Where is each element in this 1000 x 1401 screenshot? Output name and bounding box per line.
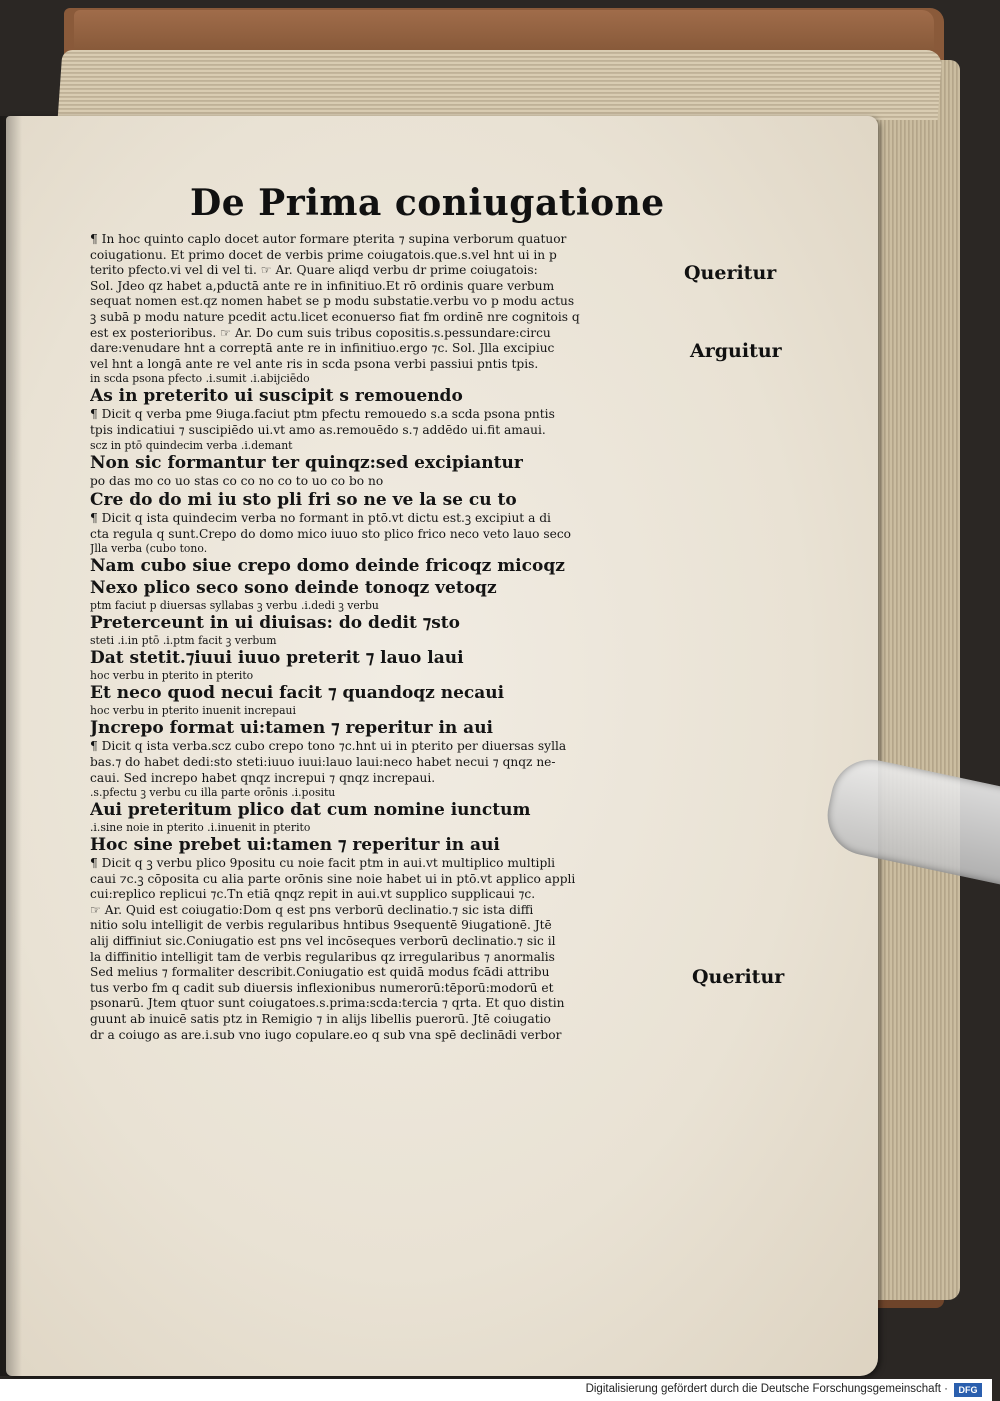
page-stack-top-edge bbox=[58, 50, 943, 120]
page-title: De Prima coniugatione bbox=[190, 182, 665, 224]
text-line: tus verbo fm q cadit sub diuersis inflexionibus numerorū:tēporū:modorū et bbox=[90, 980, 554, 995]
text-line: dr a coiugo as are.i.sub vno iugo copulare.eo q sub vna spē declinādi verbor bbox=[90, 1027, 562, 1042]
text-line: guunt ab inuicē satis ptz in Remigio ⁊ in alijs libellis puerorū. Jtē coiugatio bbox=[90, 1012, 551, 1027]
text-line: terito pfecto.vi vel di vel ti. ☞ Ar. Quare aliqd verbu dr prime coiugatois: bbox=[90, 263, 538, 278]
text-line: ptm faciut p diuersas syllabas ꝫ verbu .i.dedi ꝫ verbu bbox=[90, 599, 379, 613]
text-line: Jlla verba (cubo tono. bbox=[90, 542, 208, 556]
spine-shadow bbox=[0, 116, 22, 1376]
margin-note-arguitur: Arguitur bbox=[690, 340, 782, 362]
body-text bbox=[90, 232, 686, 1043]
text-line: Sed melius ⁊ formaliter describit.Coniugatio est quidā modus fcādi attribu bbox=[90, 965, 550, 980]
text-line: Sol. Jdeo qz habet a,pductā ante re in infinitiuo.Et rō ordinis quare verbum bbox=[90, 278, 555, 293]
text-line: caui. Sed increpo habet qnqz increpui ⁊ qnqz increpaui. bbox=[90, 770, 436, 785]
text-line: ꝫ subā p modu nature pcedit actu.licet econuerso fiat fm ordinē nre cognitois q bbox=[90, 309, 580, 324]
text-line: hoc verbu in pterito inuenit increpaui bbox=[90, 704, 296, 718]
text-line: .i.sine noie in pterito .i.inuenit in pterito bbox=[90, 821, 311, 835]
text-line: Nexo plico seco sono deinde tonoqz vetoqz bbox=[90, 578, 497, 599]
text-line: dare:venudare hnt a correptā ante re in infinitiuo.ergo ⁊c. Sol. Jlla excipiuc bbox=[90, 341, 555, 356]
text-line: Et neco quod necui facit ⁊ quandoqz necaui bbox=[90, 683, 505, 704]
dfg-logo: DFG bbox=[954, 1383, 982, 1397]
text-line: caui ⁊c.ꝫ cōposita cu alia parte orōnis sine noie habet ui in ptō.vt applico appli bbox=[90, 871, 576, 886]
text-line: in scda psona pfecto .i.sumit .i.abijciēdo bbox=[90, 372, 310, 386]
text-line: bas.⁊ do habet dedi:sto steti:iuuo iuui:lauo laui:neco habet necui ⁊ qnqz ne- bbox=[90, 754, 556, 769]
text-line: vel hnt a longā ante re vel ante ris in scda psona verbi passiui pntis tpis. bbox=[90, 356, 539, 371]
footer-bar bbox=[0, 1379, 992, 1401]
footer-credit: Digitalisierung gefördert durch die Deutsche Forschungsgemeinschaft · bbox=[585, 1383, 948, 1395]
text-line: As in preterito ui suscipit s remouendo bbox=[90, 386, 463, 407]
text-line: Hoc sine prebet ui:tamen ⁊ reperitur in aui bbox=[90, 835, 500, 856]
text-line: Nam cubo siue crepo domo deinde fricoqz micoqz bbox=[90, 556, 565, 577]
text-line: est ex posterioribus. ☞ Ar. Do cum suis tribus copositis.s.pessundare:circu bbox=[90, 325, 551, 340]
text-line: ☞ Ar. Quid est coiugatio:Dom q est pns verborū declinatio.⁊ sic ista diffi bbox=[90, 902, 534, 917]
text-line: sequat nomen est.qz nomen habet se p modu substatie.verbu vo p modu actus bbox=[90, 294, 575, 309]
text-line: ¶ Dicit q ista quindecim verba no formant in ptō.vt dictu est.ꝫ excipiut a di bbox=[90, 511, 551, 526]
text-line: psonarū. Jtem qtuor sunt coiugatoes.s.prima:scda:tercia ⁊ qrta. Et quo distin bbox=[90, 996, 565, 1011]
text-line: nitio solu intelligit de verbis regularibus hntibus 9sequentē 9iugationē. Jtē bbox=[90, 918, 552, 933]
text-line: la diffinitio intelligit tam de verbis regularibus qz irregularibus ⁊ anormalis bbox=[90, 949, 555, 964]
text-line: ¶ In hoc quinto caplo docet autor formare pterita ⁊ supina verborum quatuor bbox=[90, 232, 567, 246]
text-line: cui:replico replicui ⁊c.Tn etiā qnqz repit in aui.vt supplico supplicaui ⁊c. bbox=[90, 887, 536, 902]
text-line: Dat stetit.⁊iuui iuuo preterit ⁊ lauo laui bbox=[90, 648, 464, 669]
text-line: steti .i.in ptō .i.ptm facit ꝫ verbum bbox=[90, 634, 277, 648]
text-line: Preterceunt in ui diuisas: do dedit ⁊sto bbox=[90, 613, 460, 634]
text-line: cta regula q sunt.Crepo do domo mico iuuo sto plico frico neco veto lauo seco bbox=[90, 526, 572, 541]
text-line: Non sic formantur ter quinqz:sed excipiantur bbox=[90, 452, 523, 473]
text-line: scz in ptō quindecim verba .i.demant bbox=[90, 438, 293, 452]
text-line: ¶ Dicit q ista verba.scz cubo crepo tono ⁊c.hnt ui in pterito per diuersas sylla bbox=[90, 739, 567, 754]
text-line: coiugationu. Et primo docet de verbis prime coiugatois.que.s.vel hnt ui in p bbox=[90, 247, 557, 262]
page-stack-fore-edge bbox=[870, 60, 960, 1300]
margin-note-queritur-2: Queritur bbox=[692, 966, 785, 988]
text-line: tpis indicatiui ⁊ suscipiēdo ui.vt amo as.remouēdo s.⁊ addēdo ui.fit amaui. bbox=[90, 422, 546, 437]
margin-note-queritur-1: Queritur bbox=[684, 262, 777, 284]
text-line: Cre do do mi iu sto pli fri so ne ve la se cu to bbox=[90, 490, 517, 511]
text-line: ¶ Dicit q verba pme 9iuga.faciut ptm pfectu remouedo s.a scda psona pntis bbox=[90, 407, 555, 422]
text-line: .s.pfectu ꝫ verbu cu illa parte orōnis .i.positu bbox=[90, 786, 336, 800]
text-line: hoc verbu in pterito in pterito bbox=[90, 669, 254, 683]
text-line: Aui preteritum plico dat cum nomine iunctum bbox=[90, 800, 531, 821]
text-line: ¶ Dicit q ꝫ verbu plico 9positu cu noie facit ptm in aui.vt multiplico multipli bbox=[90, 856, 556, 871]
text-line: Jncrepo format ui:tamen ⁊ reperitur in aui bbox=[90, 718, 494, 739]
text-line: po das mo co uo stas co co no co to uo co bo no bbox=[90, 473, 384, 488]
text-line: alij diffiniut sic.Coniugatio est pns vel incōseques verborū declinatio.⁊ sic il bbox=[90, 934, 556, 949]
